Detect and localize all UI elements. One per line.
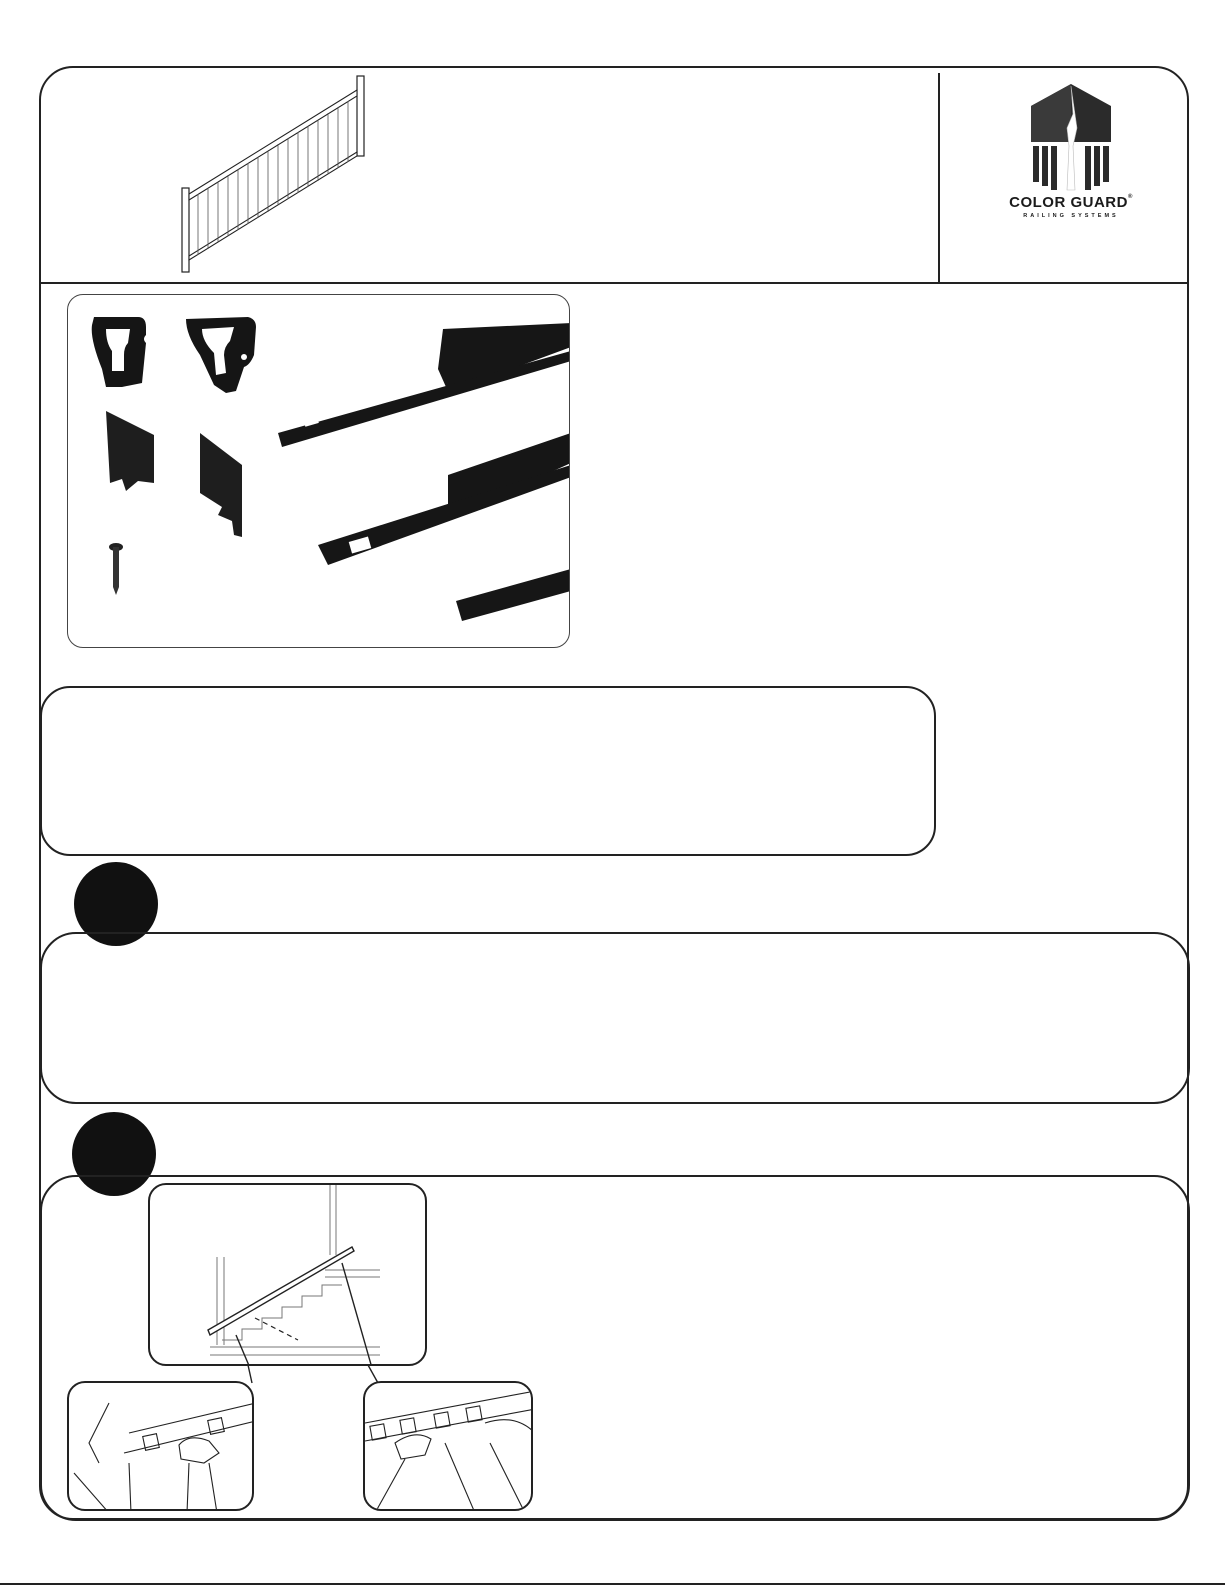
stair-rail-diagram-art xyxy=(150,1185,427,1366)
notes-box xyxy=(40,686,936,856)
header-divider xyxy=(40,282,1188,284)
rail-bracket-angled-icon xyxy=(186,317,256,393)
parts-illustration xyxy=(68,295,570,648)
stair-rail-illustration xyxy=(178,74,370,278)
parts-panel xyxy=(67,294,570,648)
end-cap-icon xyxy=(106,411,154,491)
detail-left-thumbnail xyxy=(67,1381,254,1511)
logo-divider xyxy=(938,73,940,283)
registered-mark: ® xyxy=(1127,194,1133,200)
detail-right-art xyxy=(365,1383,533,1511)
logo-mark-icon xyxy=(1031,84,1111,192)
brand-name xyxy=(1005,194,1137,211)
detail-right-thumbnail xyxy=(363,1381,533,1511)
detail-connectors xyxy=(230,1365,390,1385)
rail-bracket-icon xyxy=(92,317,146,387)
end-cap-angled-icon xyxy=(200,433,242,537)
step-1-box xyxy=(40,932,1190,1104)
brand-name-text: COLOR GUARD xyxy=(1009,194,1128,211)
detail-left-art xyxy=(69,1383,254,1511)
brand-tagline: RAILING SYSTEMS xyxy=(1023,213,1119,219)
top-rail-icon xyxy=(278,323,570,447)
channel-insert-icon xyxy=(456,569,570,621)
bottom-rail-icon xyxy=(318,433,570,565)
stair-rail-diagram xyxy=(148,1183,427,1366)
screw-icon xyxy=(109,543,123,595)
